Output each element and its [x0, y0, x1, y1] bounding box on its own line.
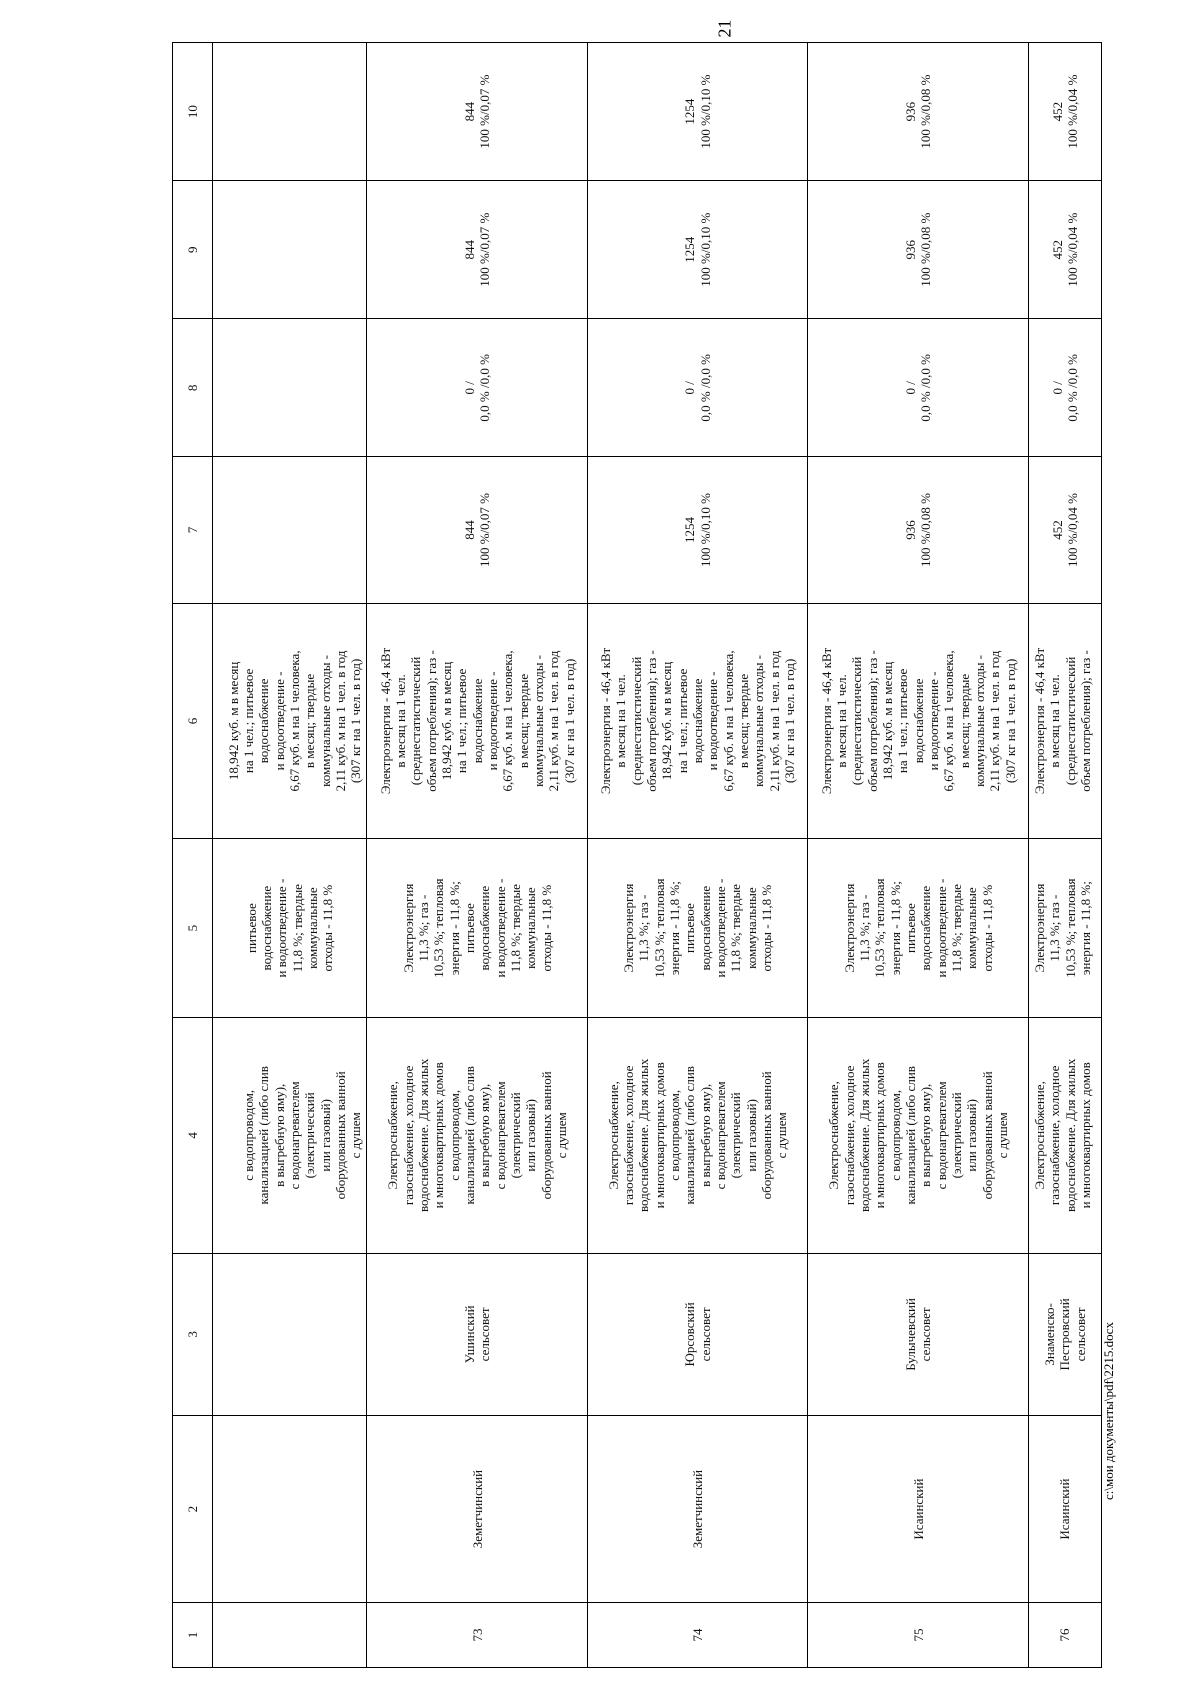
value-cell: 936 100 %/0,08 % — [808, 181, 1028, 319]
district-cell: Исаинский — [808, 1416, 1028, 1603]
continued-growth-cell: питьевое водоснабжение и водоотведение - 11,8 %; твердые коммунальные отходы - 11,8 % — [212, 839, 367, 1018]
table-cell — [212, 457, 367, 603]
value-cell: 844 100 %/0,07 % — [367, 181, 587, 319]
value-cell: 452 100 %/0,04 % — [1028, 43, 1101, 181]
column-number: 8 — [173, 319, 213, 457]
council-cell: Булычевский сельсовет — [808, 1253, 1028, 1416]
table-cell — [212, 181, 367, 319]
norms-cell: Электроэнергия - 46,4 кВт в месяц на 1 чел. (среднестатистический объем потребления); газ - 18,942 куб. м в месяц на 1 чел.; питьевое водоснабжение и водоотведение - 6,67 куб. м на 1 человека, в месяц; твердые коммунальные отходы - 2,11 куб. м на 1 чел. в год (307 кг на 1 чел. в год) — [587, 603, 807, 839]
growth-cell: Электроэнергия 11,3 %; газ - 10,53 %; тепловая энергия - 11,8 %; питьевое водоснабжение и водоотведение - 11,8 %; твердые коммунальные отходы - 11,8 % — [587, 839, 807, 1018]
services-cell: Электроснабжение, газоснабжение, холодное водоснабжение. Для жилых и многоквартирных домов с водопроводом, канализацией (либо слив в выгребную яму), с водонагревателем (электрический или газовый) оборудованных ванной с душем — [587, 1018, 807, 1254]
table-cell — [212, 1603, 367, 1668]
table-cell — [212, 319, 367, 457]
column-number: 3 — [173, 1253, 213, 1416]
column-number: 4 — [173, 1018, 213, 1254]
value-cell: 452 100 %/0,04 % — [1028, 457, 1101, 603]
footer-file-path: c:\мои документы\pdf\2215.docx — [1101, 1322, 1116, 1500]
row-number: 76 — [1028, 1603, 1101, 1668]
rotated-table-wrapper — [172, 42, 1102, 1668]
row-number: 74 — [587, 1603, 807, 1668]
table-row — [1028, 43, 1101, 1668]
continued-norms-cell: 18,942 куб. м в месяц на 1 чел.; питьевое водоснабжение и водоотведение - 6,67 куб. м на 1 человека, в месяц; твердые коммунальные отходы - 2,11 куб. м на 1 чел. в год (307 кг на 1 чел. в год) — [212, 603, 367, 839]
value-cell: 0 / 0,0 % /0,0 % — [808, 319, 1028, 457]
value-cell: 936 100 %/0,08 % — [808, 43, 1028, 181]
norms-cell: Электроэнергия - 46,4 кВт в месяц на 1 чел. (среднестатистический объем потребления); газ - 18,942 куб. м в месяц на 1 чел.; питьевое водоснабжение и водоотведение - 6,67 куб. м на 1 человека, в месяц; твердые коммунальные отходы - 2,11 куб. м на 1 чел. в год (307 кг на 1 чел. в год) — [367, 603, 587, 839]
value-cell: 936 100 %/0,08 % — [808, 457, 1028, 603]
column-number: 5 — [173, 839, 213, 1018]
growth-cell: Электроэнергия 11,3 %; газ - 10,53 %; тепловая энергия - 11,8 %; питьевое водоснабжение и водоотведение - 11,8 %; твердые коммунальные отходы - 11,8 % — [367, 839, 587, 1018]
value-cell: 844 100 %/0,07 % — [367, 43, 587, 181]
services-cell: Электроснабжение, газоснабжение, холодное водоснабжение. Для жилых и многоквартирных домов с водопроводом, канализацией (либо слив в выгребную яму), с водонагревателем (электрический или газовый) оборудованных ванной с душем — [808, 1018, 1028, 1254]
norms-cell: Электроэнергия - 46,4 кВт в месяц на 1 чел. (среднестатистический объем потребления); газ - 18,942 куб. м в месяц на 1 чел.; питьевое водоснабжение и водоотведение - 6,67 куб. м на 1 человека, в месяц; твердые коммунальные отходы - 2,11 куб. м на 1 чел. в год (307 кг на 1 чел. в год) — [808, 603, 1028, 839]
value-cell: 1254 100 %/0,10 % — [587, 181, 807, 319]
value-cell: 452 100 %/0,04 % — [1028, 181, 1101, 319]
value-cell: 1254 100 %/0,10 % — [587, 457, 807, 603]
column-number: 9 — [173, 181, 213, 319]
column-number: 7 — [173, 457, 213, 603]
column-number: 2 — [173, 1416, 213, 1603]
growth-cell: Электроэнергия 11,3 %; газ - 10,53 %; тепловая энергия - 11,8 %; питьевое водоснабжение и водоотведение - 11,8 %; твердые коммунальные отходы - 11,8 % — [808, 839, 1028, 1018]
continuation-row — [212, 43, 367, 1668]
column-number: 1 — [173, 1603, 213, 1668]
table-row — [808, 43, 1028, 1668]
table-cell — [212, 1253, 367, 1416]
growth-cell: Электроэнергия 11,3 %; газ - 10,53 %; тепловая энергия - 11,8 %; — [1028, 839, 1101, 1018]
table-cell — [212, 43, 367, 181]
page-number: 21 — [714, 19, 735, 38]
row-number: 73 — [367, 1603, 587, 1668]
value-cell: 0 / 0,0 % /0,0 % — [367, 319, 587, 457]
row-number: 75 — [808, 1603, 1028, 1668]
column-number: 6 — [173, 603, 213, 839]
district-cell: Земетчинский — [367, 1416, 587, 1603]
services-cell: Электроснабжение, газоснабжение, холодное водоснабжение. Для жилых и многоквартирных домов — [1028, 1018, 1101, 1254]
value-cell: 0 / 0,0 % /0,0 % — [1028, 319, 1101, 457]
table-row — [587, 43, 807, 1668]
column-number: 10 — [173, 43, 213, 181]
column-number-row — [173, 43, 213, 1668]
district-cell: Земетчинский — [587, 1416, 807, 1603]
council-cell: Знаменско- Пестровский сельсовет — [1028, 1253, 1101, 1416]
norms-cell: Электроэнергия - 46,4 кВт в месяц на 1 чел. (среднестатистический объем потребления); газ - — [1028, 603, 1101, 839]
continued-services-cell: с водопроводом, канализацией (либо слив в выгребную яму), с водонагревателем (электрический или газовый) оборудованных ванной с душем — [212, 1018, 367, 1254]
district-cell: Исаинский — [1028, 1416, 1101, 1603]
table-row — [367, 43, 587, 1668]
services-cell: Электроснабжение, газоснабжение, холодное водоснабжение. Для жилых и многоквартирных домов с водопроводом, канализацией (либо слив в выгребную яму), с водонагревателем (электрический или газовый) оборудованных ванной с душем — [367, 1018, 587, 1254]
data-table — [172, 42, 1102, 1668]
table-cell — [212, 1416, 367, 1603]
council-cell: Юрсовский сельсовет — [587, 1253, 807, 1416]
value-cell: 844 100 %/0,07 % — [367, 457, 587, 603]
council-cell: Ушинский сельсовет — [367, 1253, 587, 1416]
value-cell: 0 / 0,0 % /0,0 % — [587, 319, 807, 457]
value-cell: 1254 100 %/0,10 % — [587, 43, 807, 181]
